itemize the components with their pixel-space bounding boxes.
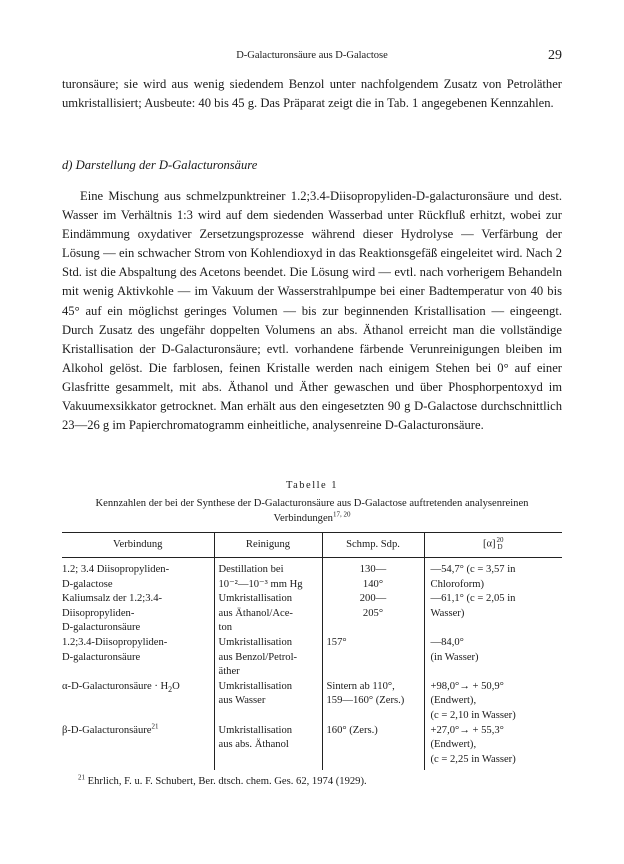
- purification-cell: [214, 680, 322, 724]
- rotation-wavelength: D: [497, 543, 503, 552]
- footnote-number: 21: [78, 773, 85, 782]
- purification-cell: [214, 558, 322, 593]
- cell-line: aus abs. Äthanol: [218, 739, 289, 751]
- cell-line: (Endwert),: [430, 739, 477, 751]
- mp-bp-cell: [322, 724, 424, 771]
- purification-cell: [214, 636, 322, 680]
- table-row: [62, 680, 562, 724]
- compound-cell: [62, 724, 214, 771]
- cell-line: äther: [218, 666, 240, 678]
- cell-line: D-galacturonsäure: [62, 651, 141, 663]
- mp-bp-cell: [322, 680, 424, 724]
- table-row: [62, 724, 562, 771]
- compound-cell: [62, 680, 214, 724]
- cell-line: 130—: [359, 564, 387, 575]
- mp-bp-cell: [322, 636, 424, 680]
- purification-cell: [214, 592, 322, 636]
- cell-line: Destillation bei: [218, 564, 284, 575]
- cell-line: aus Benzol/Petrol-: [218, 651, 298, 663]
- cell-line: 205°: [362, 607, 384, 619]
- cell-line: Wasser): [430, 607, 465, 619]
- intro-paragraph-text: turonsäure; sie wird aus wenig siedendem Benzol unter nachfolgendem Zusatz von Petroläther umkristallisiert; Ausbeute: 40 bis 45 g. Das Präparat zeigt die in Tab. 1 angegebenen Kennzahlen.: [62, 77, 562, 111]
- section-heading: d) Darstellung der D-Galacturonsäure: [62, 158, 258, 172]
- cell-line: 1.2;3.4-Diisopropyliden-: [62, 636, 168, 648]
- cell-line: +27,0°→ + 55,3°: [430, 724, 504, 736]
- rotation-temperature: 20: [496, 536, 504, 545]
- cell-line: —61,1° (c = 2,05 in: [430, 593, 516, 605]
- running-header: [62, 48, 562, 66]
- header-mp-bp: Schmp. Sdp.: [322, 533, 424, 558]
- cell-line: [62, 724, 210, 739]
- cell-line: 160° (Zers.): [326, 724, 378, 736]
- cell-line: aus Äthanol/Ace-: [218, 607, 293, 619]
- cell-line: —54,7° (c = 3,57 in: [430, 564, 516, 575]
- mp-bp-cell: [322, 558, 424, 593]
- table-title: Tabelle 1: [285, 480, 339, 491]
- intro-paragraph: [62, 75, 562, 113]
- compound-footnote-ref: 21: [151, 722, 159, 730]
- cell-line: 140°: [362, 578, 384, 590]
- table-row: [62, 636, 562, 680]
- compound-cell: [62, 558, 214, 593]
- header-rotation: [424, 533, 562, 558]
- section-paragraph: [62, 187, 562, 435]
- cell-line: D-galactose: [62, 578, 113, 590]
- data-table: [62, 532, 562, 770]
- purification-cell: [214, 724, 322, 771]
- cell-line: 159—160° (Zers.): [326, 695, 405, 707]
- cell-line: Umkristallisation: [218, 593, 293, 605]
- cell-line: (in Wasser): [430, 651, 479, 663]
- header-compound: Verbindung: [62, 533, 214, 558]
- cell-line: 1.2; 3.4 Diisopropyliden-: [62, 564, 170, 575]
- cell-line: Chloroform): [430, 578, 485, 590]
- table-row: [62, 558, 562, 593]
- cell-line: —84,0°: [430, 636, 464, 648]
- compound-cell: [62, 636, 214, 680]
- cell-line: (c = 2,25 in Wasser): [430, 753, 516, 765]
- rotation-symbol: [α]: [482, 538, 496, 550]
- cell-line: Umkristallisation: [218, 636, 293, 648]
- footnote-text: Ehrlich, F. u. F. Schubert, Ber. dtsch. chem. Ges. 62, 1974 (1929).: [87, 776, 367, 787]
- cell-line: Diisopropyliden-: [62, 607, 135, 619]
- cell-line: (Endwert),: [430, 695, 477, 707]
- running-title: D-Galacturonsäure aus D-Galactose: [236, 50, 388, 61]
- rotation-cell: [424, 724, 562, 771]
- compound-subscript: 2: [168, 684, 173, 694]
- rotation-cell: [424, 636, 562, 680]
- cell-line: 157°: [326, 636, 347, 648]
- compound-tail: O: [172, 680, 180, 692]
- cell-line: Kaliumsalz der 1.2;3.4-: [62, 593, 163, 605]
- table-row: [62, 592, 562, 636]
- cell-line: (c = 2,10 in Wasser): [430, 709, 516, 721]
- compound-name: α-D-Galacturonsäure · H: [62, 680, 169, 692]
- footnote: [78, 773, 367, 787]
- cell-line: 200—: [359, 593, 387, 605]
- page-number: 29: [548, 48, 562, 63]
- table-header-row: [62, 533, 562, 558]
- table-caption-text: Kennzahlen der bei der Synthese der D-Galacturonsäure aus D-Galactose auftretenden analysenreinen Verbindungen: [95, 498, 529, 524]
- cell-line: D-galacturonsäure: [62, 622, 141, 634]
- cell-line: Umkristallisation: [218, 680, 293, 692]
- table-caption: [62, 496, 562, 526]
- cell-line: [62, 680, 210, 695]
- table-caption-refs: 17, 20: [332, 510, 351, 519]
- cell-line: Sintern ab 110°,: [326, 680, 395, 692]
- header-purification: Reinigung: [214, 533, 322, 558]
- compound-cell: [62, 592, 214, 636]
- cell-line: +98,0°→ + 50,9°: [430, 680, 504, 692]
- cell-line: Umkristallisation: [218, 724, 293, 736]
- cell-line: 10⁻²—10⁻³ mm Hg: [218, 578, 303, 590]
- compound-name: β-D-Galacturonsäure: [62, 724, 152, 736]
- section-paragraph-text: Eine Mischung aus schmelzpunktreiner 1.2;3.4-Diisopropyliden-D-galacturonsäure und dest. Wasser im Verhältnis 1:3 wird auf dem siedenden Wasserbad unter Rückfluß erhitzt, wobei zur Eindämmung oxydativer Zersetzungsprozesse während dieser Hydrolyse — Verfärbung der Lösung — ein schwacher Strom von Kohlendioxyd in das Reaktionsgefäß eingeleitet wird. Nach 2 Std. ist die Abspaltung des Acetons beendet. Die Lösung wird — evtl. nach vorherigem Behandeln mit wenig Aktivkohle — im Vakuum der Wasserstrahlpumpe bei einer Badtemperatur von 40 bis 45° auf ein möglichst geringes Volumen — bis zur beginnenden Kristallisation — eingeengt. Durch Zusatz des ungefähr doppelten Volumens an abs. Äthanol erreicht man die vollständige Kristallisation der D-Galacturonsäure; evtl. vorhandene färbende Verunreinigungen bleiben im Alkohol gelöst. Die farblosen, feinen Kristalle werden nach einigem Stehen bei 0° auf einer Glasfritte gesammelt, mit abs. Äthanol und Äther gewaschen und über Phosphorpentoxyd im Vakuumexsikkator getrocknet. Man erhält aus den eingesetzten 90 g D-Galactose durchschnittlich 23—26 g im Papierchromatogramm einheitliche, analysenreine D-Galacturonsäure.: [62, 189, 562, 433]
- cell-line: ton: [218, 622, 233, 634]
- cell-line: aus Wasser: [218, 695, 266, 707]
- rotation-cell: [424, 680, 562, 724]
- rotation-cell: [424, 592, 562, 636]
- rotation-cell: [424, 558, 562, 593]
- mp-bp-cell: [322, 592, 424, 636]
